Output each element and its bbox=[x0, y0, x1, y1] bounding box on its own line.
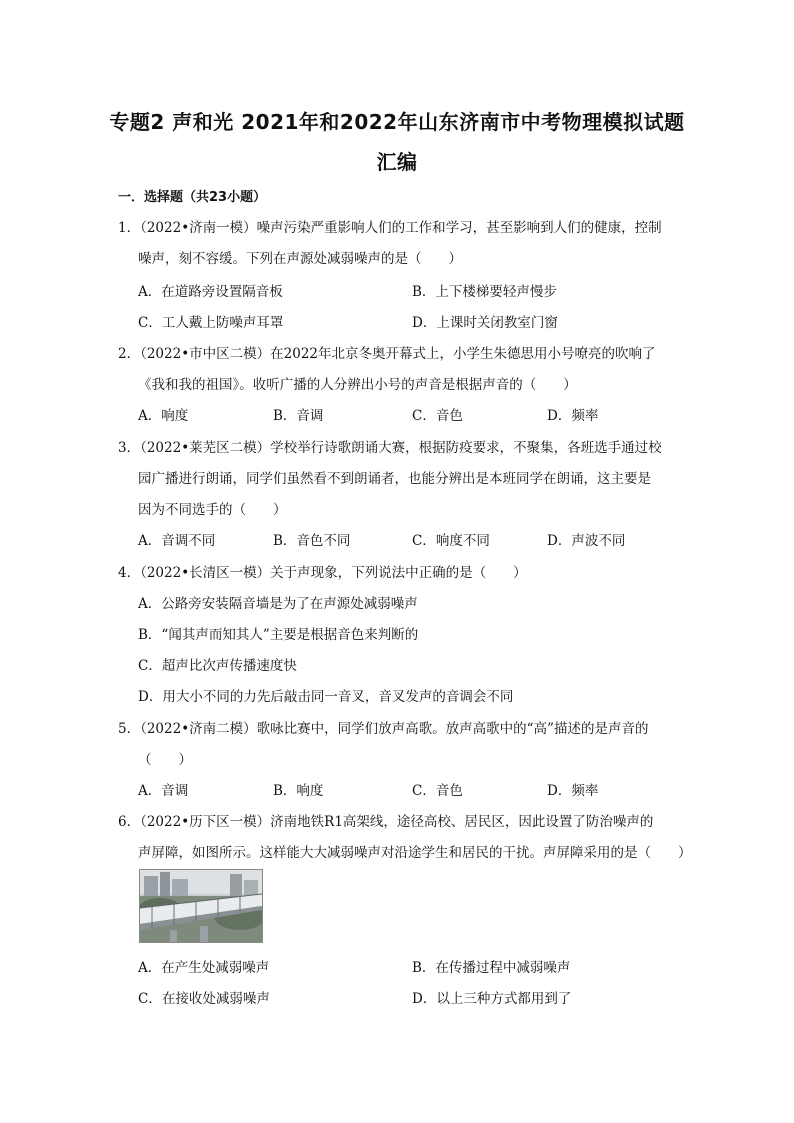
option-c[interactable]: C．工人戴上防噪声耳罩 bbox=[138, 315, 284, 331]
question-text-line: 1．（2022•济南一模）噪声污染严重影响人们的工作和学习，甚至影响到人们的健康，控制 bbox=[118, 220, 662, 236]
option-b[interactable]: B．“闻其声而知其人”主要是根据音色来判断的 bbox=[138, 627, 419, 643]
option-c[interactable]: C．响度不同 bbox=[412, 533, 490, 549]
option-b[interactable]: B．响度 bbox=[273, 783, 324, 799]
option-b[interactable]: B．音调 bbox=[273, 408, 324, 424]
option-c[interactable]: C．音色 bbox=[412, 408, 463, 424]
question-text-line: 4．（2022•长清区一模）关于声现象，下列说法中正确的是（ ） bbox=[118, 565, 527, 581]
question-text-line: 5．（2022•济南二模）歌咏比赛中，同学们放声高歌。放声高歌中的“高”描述的是声音的 bbox=[118, 721, 649, 737]
option-c[interactable]: C．在接收处减弱噪声 bbox=[138, 991, 270, 1007]
option-a[interactable]: A．音调 bbox=[138, 783, 189, 799]
option-a[interactable]: A．响度 bbox=[138, 408, 189, 424]
question-text-line: （ ） bbox=[138, 752, 192, 768]
sound-barrier-photo bbox=[139, 869, 263, 943]
option-d[interactable]: D．以上三种方式都用到了 bbox=[412, 991, 572, 1007]
option-c[interactable]: C．超声比次声传播速度快 bbox=[138, 658, 297, 674]
option-b[interactable]: B．上下楼梯要轻声慢步 bbox=[412, 284, 557, 300]
option-a[interactable]: A．音调不同 bbox=[138, 533, 216, 549]
question-text-line: 3．（2022•莱芜区二模）学校举行诗歌朗诵大赛，根据防疫要求，不聚集，各班选手通过校 bbox=[118, 440, 662, 456]
option-d[interactable]: D．声波不同 bbox=[547, 533, 626, 549]
question-text-line: 园广播进行朗诵，同学们虽然看不到朗诵者，也能分辨出是本班同学在朗诵，这主要是 bbox=[138, 471, 651, 487]
section-heading: 一．选择题（共23小题） bbox=[118, 190, 267, 205]
document-title: 专题2 声和光 2021年和2022年山东济南市中考物理模拟试题 bbox=[109, 110, 685, 134]
question-text-line: 6．（2022•历下区一模）济南地铁R1高架线，途径高校、居民区，因此设置了防治噪声的 bbox=[118, 814, 654, 830]
question-text-line: 声屏障，如图所示。这样能大大减弱噪声对沿途学生和居民的干扰。声屏障采用的是（ ） bbox=[138, 845, 692, 861]
option-c[interactable]: C．音色 bbox=[412, 783, 463, 799]
option-d[interactable]: D．频率 bbox=[547, 408, 599, 424]
option-d[interactable]: D．频率 bbox=[547, 783, 599, 799]
option-d[interactable]: D．上课时关闭教室门窗 bbox=[412, 315, 558, 331]
option-a[interactable]: A．在产生处减弱噪声 bbox=[138, 960, 270, 976]
option-d[interactable]: D．用大小不同的力先后敲击同一音叉，音叉发声的音调会不同 bbox=[138, 689, 514, 705]
question-text-line: 2．（2022•市中区二模）在2022年北京冬奥开幕式上，小学生朱德思用小号嘹亮的吹响了 bbox=[118, 346, 656, 362]
question-text-line: 因为不同选手的（ ） bbox=[138, 502, 287, 518]
option-b[interactable]: B．在传播过程中减弱噪声 bbox=[412, 960, 571, 976]
document-title-continued: 汇编 bbox=[376, 150, 418, 174]
option-a[interactable]: A．公路旁安装隔音墙是为了在声源处减弱噪声 bbox=[138, 596, 418, 612]
option-a[interactable]: A．在道路旁设置隔音板 bbox=[138, 284, 283, 300]
option-b[interactable]: B．音色不同 bbox=[273, 533, 351, 549]
question-text-line: 噪声，刻不容缓。下列在声源处减弱噪声的是（ ） bbox=[138, 251, 462, 267]
question-text-line: 《我和我的祖国》。收听广播的人分辨出小号的声音是根据声音的（ ） bbox=[138, 377, 577, 393]
